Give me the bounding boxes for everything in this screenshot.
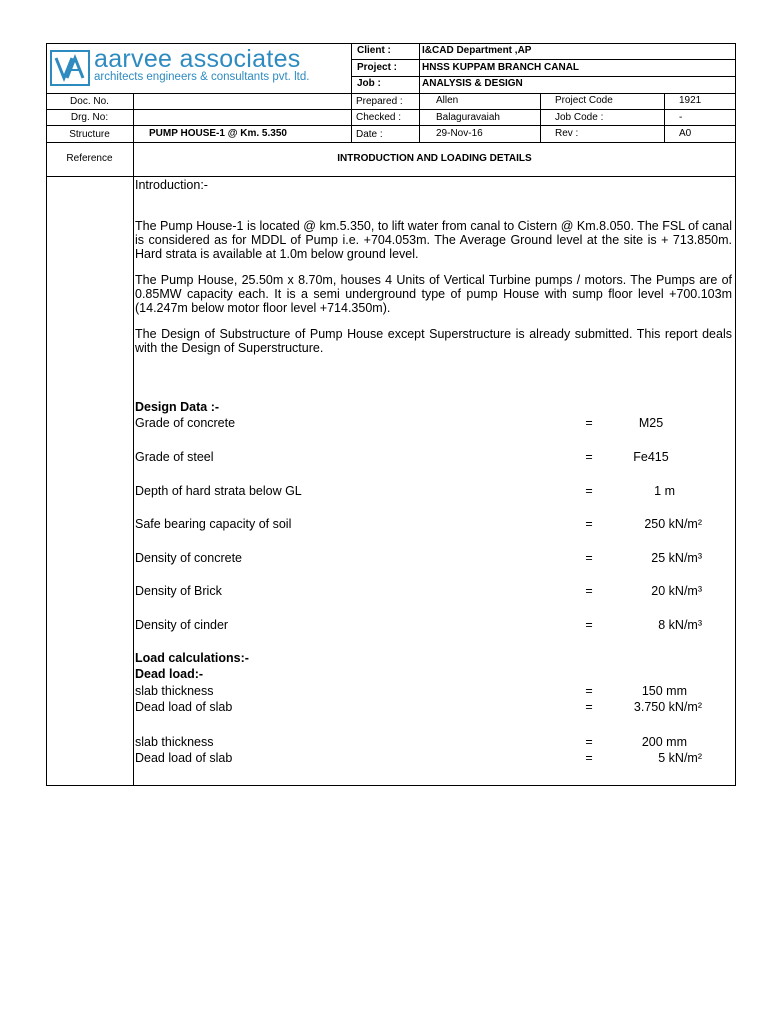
intro-heading: Introduction:- — [135, 178, 208, 192]
project-code-label: Project Code — [555, 95, 613, 106]
load-label: slab thickness — [135, 735, 214, 749]
checked-value: Balaguravaiah — [436, 112, 500, 123]
checked-label: Checked : — [356, 112, 402, 123]
date-label: Date : — [356, 129, 383, 140]
load-equals: = — [585, 684, 593, 698]
design-data-equals: = — [585, 584, 593, 598]
load-equals: = — [585, 751, 593, 765]
company-logo — [48, 47, 348, 89]
design-data-label: Safe bearing capacity of soil — [135, 517, 292, 531]
prepared-label: Prepared : — [356, 96, 403, 107]
rev-label: Rev : — [555, 128, 579, 139]
design-data-value: M25 — [638, 416, 664, 430]
prepared-value: Allen — [436, 95, 459, 106]
design-data-value: Fe415 — [633, 450, 669, 464]
rev-value: A0 — [679, 128, 692, 139]
client-value: I&CAD Department ,AP — [422, 45, 532, 56]
design-data-label: Density of concrete — [135, 551, 242, 565]
design-data-heading: Design Data :- — [135, 400, 220, 414]
load-label: Dead load of slab — [135, 751, 233, 765]
design-data-value: 250 kN/m² — [644, 517, 702, 531]
load-value: 5 kN/m² — [658, 751, 702, 765]
project-label: Project : — [357, 62, 398, 73]
load-value: 3.750 kN/m² — [633, 700, 702, 714]
drg-no-label: Drg. No: — [70, 112, 109, 123]
intro-paragraph-2: The Pump House, 25.50m x 8.70m, houses 4 Units of Vertical Turbine pumps / motors. The Pumps are of 0.85MW capacity each. It is a semi underground type of pump House with sump floor level +700.103m (14.247m below motor floor level +714.350m). — [135, 273, 732, 315]
load-equals: = — [585, 700, 593, 714]
project-value: HNSS KUPPAM BRANCH CANAL — [422, 62, 580, 73]
reference-label: Reference — [66, 153, 113, 164]
structure-value: PUMP HOUSE-1 @ Km. 5.350 — [149, 128, 287, 139]
design-data-label: Grade of steel — [135, 450, 214, 464]
doc-no-label: Doc. No. — [70, 96, 109, 107]
design-data-value: 25 kN/m³ — [651, 551, 702, 565]
job-label: Job : — [357, 78, 381, 89]
design-data-equals: = — [585, 618, 593, 632]
job-code-label: Job Code : — [555, 112, 604, 123]
project-code-value: 1921 — [679, 95, 702, 106]
design-data-label: Grade of concrete — [135, 416, 236, 430]
job-code-value: - — [679, 112, 683, 123]
design-data-equals: = — [585, 551, 593, 565]
design-data-equals: = — [585, 416, 593, 430]
load-value: 150 mm — [641, 684, 687, 698]
load-label: slab thickness — [135, 684, 214, 698]
design-data-label: Density of Brick — [135, 584, 222, 598]
av-logo-icon — [50, 50, 90, 86]
design-data-value: 8 kN/m³ — [658, 618, 702, 632]
load-label: Dead load of slab — [135, 700, 233, 714]
load-calc-heading: Load calculations:- — [135, 651, 249, 665]
design-data-equals: = — [585, 484, 593, 498]
design-data-label: Density of cinder — [135, 618, 229, 632]
dead-load-heading: Dead load:- — [135, 667, 204, 681]
design-data-equals: = — [585, 517, 593, 531]
load-equals: = — [585, 735, 593, 749]
client-label: Client : — [357, 45, 391, 56]
date-value: 29-Nov-16 — [436, 128, 483, 139]
design-data-value: 1 m — [654, 484, 675, 498]
company-name: aarvee associates — [94, 45, 301, 73]
design-data-value: 20 kN/m³ — [651, 584, 702, 598]
intro-paragraph-1: The Pump House-1 is located @ km.5.350, to lift water from canal to Cistern @ Km.8.050. The FSL of canal is considered as for MDDL of Pump i.e. +704.053m. The Average Ground level at the site is + 713.850m. Hard strata is available at 1.0m below ground level. — [135, 219, 732, 261]
design-data-label: Depth of hard strata below GL — [135, 484, 302, 498]
design-data-equals: = — [585, 450, 593, 464]
job-value: ANALYSIS & DESIGN — [422, 78, 523, 89]
structure-label: Structure — [69, 129, 110, 140]
section-title: INTRODUCTION AND LOADING DETAILS — [337, 153, 532, 164]
company-tagline: architects engineers & consultants pvt. ltd. — [94, 71, 310, 83]
intro-paragraph-3: The Design of Substructure of Pump House except Superstructure is already submitted. This report deals with the Design of Superstructure. — [135, 327, 732, 355]
load-value: 200 mm — [641, 735, 687, 749]
